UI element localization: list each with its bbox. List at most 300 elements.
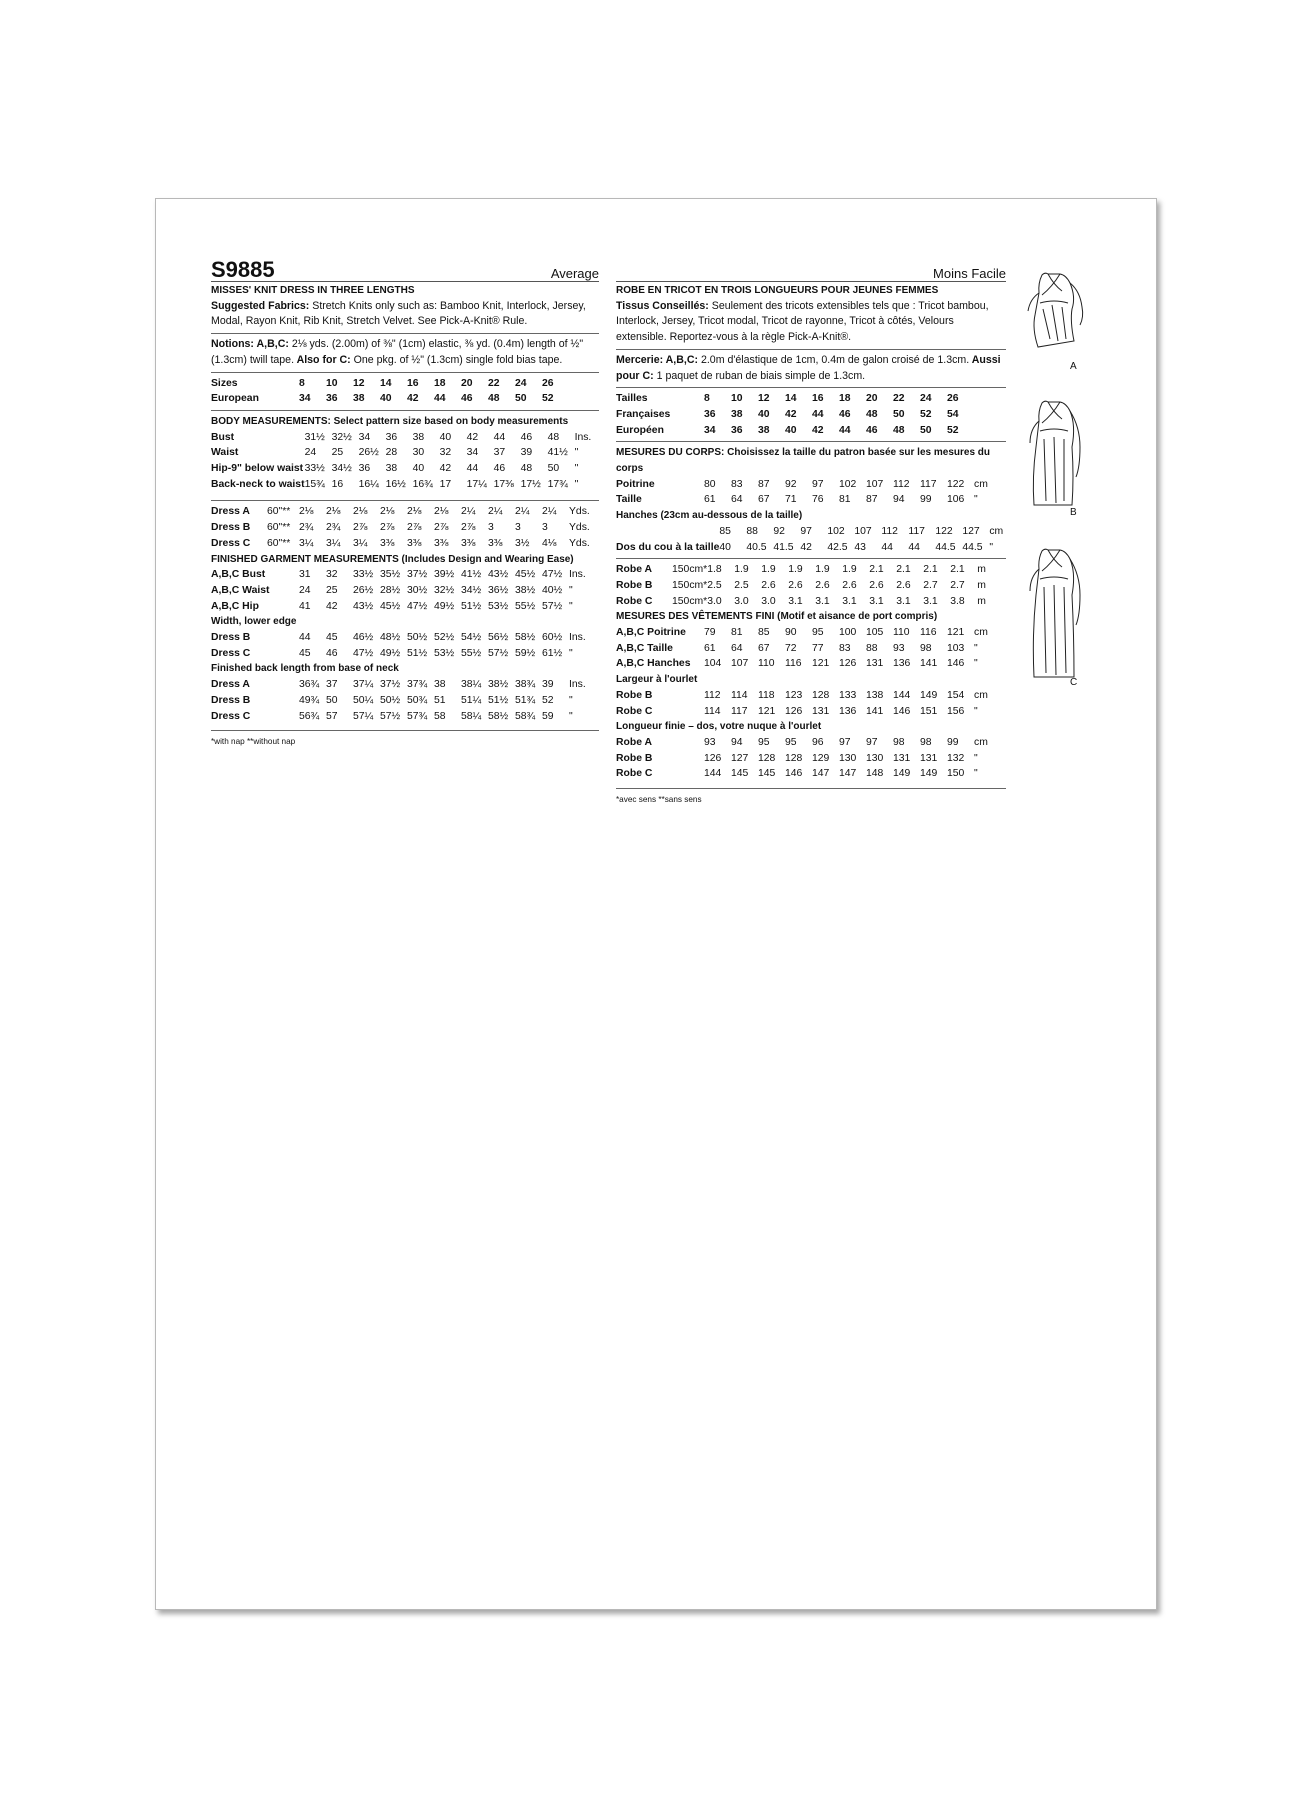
value-cell: 16¼ [358,478,379,490]
unit-cell: " [569,694,573,706]
value-cell: 37½ [407,569,428,581]
value-cell: 87 [866,494,878,506]
fabric-width: 150cm* [672,595,708,607]
value-cell: 144 [893,689,911,701]
value-cell: 40 [719,541,731,553]
row-label: Robe B [616,689,653,701]
value-cell: 149 [893,768,911,780]
value-cell: 55½ [461,647,482,659]
value-cell: 25 [326,584,338,596]
value-cell: 26 [542,377,554,389]
value-cell: 54 [947,408,959,420]
value-cell: 148 [866,768,884,780]
value-cell: 133 [839,689,857,701]
table-row [616,524,1006,540]
value-cell: 2¼ [542,506,557,518]
value-cell: 60½ [542,632,563,644]
value-cell: 33½ [304,463,325,475]
value-cell: 2.6 [896,579,911,591]
unit-cell: " [974,494,978,506]
value-cell: 127 [962,525,980,537]
value-cell: 118 [758,689,775,701]
fabric-width: 150cm* [672,579,708,591]
value-cell: 18 [839,393,851,405]
row-label: Bust [211,431,235,443]
unit-cell [569,391,599,407]
value-cell: 52 [920,408,932,420]
value-cell: 71 [785,494,797,506]
value-cell: 38 [353,393,365,405]
row-label: Robe C [616,595,653,607]
value-cell: 126 [839,658,857,670]
value-cell: 76 [812,494,824,506]
value-cell: 46 [493,463,506,475]
value-cell: 28½ [380,584,401,596]
yardage-table-fr [616,562,1006,609]
value-cell: 95 [758,736,770,748]
row-label: Hip-9" below waist [211,463,304,475]
value-cell: 17 [439,478,452,490]
value-cell: 44 [839,424,851,436]
difficulty-level: Average [550,266,599,281]
table-row [616,391,1006,407]
back-length-heading: Finished back length from base of neck [211,663,399,675]
value-cell: 3½ [515,537,530,549]
table-row [211,520,599,536]
value-cell: 126 [704,752,722,764]
value-cell: 24 [515,377,527,389]
value-cell: 2⅞ [434,522,449,534]
value-cell: 26½ [353,584,374,596]
value-cell: 121 [758,705,776,717]
value-cell: 36 [731,424,743,436]
value-cell: 107 [854,525,872,537]
value-cell: 41 [299,600,311,612]
unit-cell: cm [974,627,988,639]
unit-cell: " [974,705,978,717]
table-row [211,646,599,662]
unit-cell: " [569,710,573,722]
table-row [211,536,599,552]
value-cell: 48 [866,408,878,420]
unit-cell [974,407,1006,423]
value-cell: 55½ [515,600,536,612]
value-cell: 33½ [353,569,374,581]
row-label: A,B,C Waist [211,584,270,596]
value-cell: 36 [358,463,371,475]
value-cell: 90 [785,627,797,639]
value-cell: 81 [731,627,743,639]
value-cell: 22 [893,393,905,405]
table-row [616,641,1006,657]
value-cell: 41½ [547,447,568,459]
value-cell: 149 [920,689,938,701]
value-cell: 146 [893,705,911,717]
value-cell: 36 [385,431,398,443]
unit-cell: " [974,642,978,654]
value-cell: 85 [758,627,770,639]
value-cell: 112 [881,525,898,537]
value-cell: 57½ [542,600,563,612]
value-cell: 16 [331,478,344,490]
value-cell: 58½ [515,632,536,644]
unit-cell: Yds. [569,506,590,518]
row-label: Back-neck to waist [211,478,305,490]
view-b-label: B [1070,507,1077,518]
value-cell: 14 [380,377,392,389]
table-row [616,766,1006,782]
value-cell: 3⅜ [380,537,395,549]
english-header [211,259,599,282]
value-cell: 2⅛ [353,506,368,518]
row-label: Robe A [616,564,652,576]
value-cell: 50 [893,408,905,420]
value-cell: 45 [299,647,311,659]
sizes-table-fr [616,391,1006,438]
value-cell: 12 [758,393,770,405]
value-cell: 2¼ [515,506,530,518]
value-cell: 46 [866,424,878,436]
value-cell: 48½ [380,632,401,644]
value-cell: 83 [731,478,743,490]
row-label: Dress C [211,537,251,549]
value-cell: 8 [299,377,305,389]
row-label: A,B,C Hanches [616,658,691,670]
value-cell: 24 [920,393,932,405]
value-cell: 40 [380,393,392,405]
value-cell: 2.5 [734,579,749,591]
value-cell: 3.1 [842,595,857,607]
unit-cell: " [574,478,579,490]
value-cell: 2.5 [707,579,722,591]
value-cell: 99 [920,494,932,506]
table-row [211,693,599,709]
body-measurements-heading-fr: MESURES DU CORPS: Choisissez la taille du patron basée sur les mesures du corps [616,447,990,475]
value-cell: 95 [812,627,824,639]
row-label: Européen [616,424,664,436]
value-cell: 147 [812,768,830,780]
value-cell: 38 [731,408,743,420]
value-cell: 2¼ [461,506,476,518]
value-cell: 147 [839,768,857,780]
table-row [211,376,599,392]
value-cell: 2⅞ [380,522,395,534]
footnote-fr: *avec sens **sans sens [616,795,702,805]
value-cell: 117 [731,705,748,717]
value-cell: 40 [785,424,797,436]
value-cell: 93 [893,642,905,654]
value-cell: 2.1 [896,564,911,576]
value-cell: 131 [866,658,884,670]
unit-cell: Ins. [574,431,592,443]
unit-cell: " [569,647,573,659]
value-cell: 3¼ [353,537,368,549]
value-cell: 3.1 [923,595,938,607]
value-cell: 2.6 [815,579,830,591]
table-row [211,567,599,583]
value-cell: 51½ [461,600,482,612]
value-cell: 44 [908,541,920,553]
value-cell: 98 [920,736,932,748]
value-cell: 2.6 [842,579,857,591]
value-cell: 43½ [353,600,374,612]
value-cell: 3¼ [299,537,314,549]
value-cell: 42 [466,431,479,443]
unit-cell: " [569,600,573,612]
value-cell: 116 [920,627,937,639]
value-cell: 128 [812,689,830,701]
value-cell: 3.1 [869,595,884,607]
row-label: Robe C [616,768,653,780]
value-cell: 53½ [434,647,455,659]
table-row [211,391,599,407]
value-cell: 136 [893,658,911,670]
value-cell: 94 [893,494,905,506]
value-cell: 64 [731,642,743,654]
value-cell: 130 [839,752,857,764]
value-cell: 87 [758,478,770,490]
row-label: Poitrine [616,478,655,490]
value-cell: 46½ [353,632,374,644]
difficulty-level-fr: Moins Facile [933,266,1006,281]
french-header [616,259,1006,282]
value-cell: 38 [758,424,770,436]
value-cell: 35½ [380,569,401,581]
value-cell: 127 [731,752,749,764]
row-label: A,B,C Poitrine [616,627,686,639]
table-row [616,540,1006,556]
value-cell: 42.5 [827,541,848,553]
value-cell: 138 [866,689,884,701]
value-cell: 50½ [380,694,401,706]
value-cell: 130 [866,752,884,764]
value-cell: 51¼ [461,694,482,706]
unit-cell: Yds. [569,522,590,534]
value-cell: 34½ [461,584,482,596]
value-cell: 132 [947,752,965,764]
value-cell: 46 [461,393,473,405]
value-cell: 96 [812,736,824,748]
value-cell: 26 [947,393,959,405]
unit-cell: " [974,658,978,670]
row-label: Waist [211,447,239,459]
value-cell: 37¼ [353,679,374,691]
unit-cell: Ins. [569,679,586,691]
value-cell: 42 [812,424,824,436]
value-cell: 16 [812,393,824,405]
view-c-label: C [1070,677,1078,688]
value-cell: 2⅛ [407,506,422,518]
table-row [211,430,599,446]
finished-measurements-heading: FINISHED GARMENT MEASUREMENTS (Includes Design and Wearing Ease) [211,553,574,565]
suggested-fabrics-fr: Tissus Conseillés: Seulement des tricots extensibles tels que : Tricot bambou, Interlock, Jersey, Tricot modal, Tricot de rayonne, Tricot à côtés, Velours extensible. Reportez-vous à la règle Pick-A-Knit®. [616,299,989,344]
body-measurements-heading: BODY MEASUREMENTS: Select pattern size based on body measurements [211,415,569,427]
length-heading-fr: Longueur finie – dos, votre nuque à l'ourlet [616,721,822,733]
value-cell: 43½ [488,569,509,581]
value-cell: 3.0 [734,595,749,607]
value-cell: 121 [947,627,965,639]
value-cell: 3.1 [788,595,803,607]
dress-a-icon [1018,269,1088,374]
value-cell: 36½ [488,584,509,596]
value-cell: 3.8 [950,595,965,607]
value-cell: 41½ [461,569,482,581]
unit-cell: m [977,579,986,591]
value-cell: 3¼ [326,537,341,549]
unit-cell: cm [974,736,988,748]
value-cell: 54½ [461,632,482,644]
row-label: Dress A [211,679,250,691]
fabric-width: 150cm* [672,564,708,576]
unit-cell: cm [974,689,988,701]
fabric-width: 60"** [267,506,291,518]
unit-cell: Ins. [569,569,586,581]
table-row [616,688,1006,704]
back-length-table [211,677,599,724]
value-cell: 114 [704,705,721,717]
view-a-label: A [1070,361,1077,372]
table-row [616,656,1006,672]
table-row [211,583,599,599]
value-cell: 145 [731,768,749,780]
table-row [616,477,1006,493]
value-cell: 49½ [380,647,401,659]
value-cell: 46 [520,431,533,443]
notions-fr: Mercerie: A,B,C: 2.0m d'élastique de 1cm, 0.4m de galon croisé de 1.3cm. Aussi pour C: 1 paquet de ruban de biais simple de 1.3cm. [616,353,1001,382]
value-cell: 31 [299,569,311,581]
value-cell: 58½ [488,710,509,722]
value-cell: 110 [893,627,910,639]
value-cell: 85 [719,525,731,537]
value-cell: 107 [866,478,884,490]
value-cell: 44.5 [962,541,983,553]
value-cell: 97 [812,478,824,490]
value-cell: 2.1 [950,564,965,576]
suggested-fabrics: Suggested Fabrics: Stretch Knits only such as: Bamboo Knit, Interlock, Jersey, Modal, Rayon Knit, Rib Knit, Stretch Velvet. See Pick-A-Knit® Rule. [211,299,586,328]
value-cell: 42 [800,541,812,553]
french-column [616,259,1006,808]
value-cell: 46 [326,647,338,659]
value-cell: 80 [704,478,716,490]
value-cell: 121 [812,658,830,670]
table-row [616,751,1006,767]
value-cell: 42 [439,463,452,475]
unit-cell: Yds. [569,537,590,549]
value-cell: 103 [947,642,965,654]
table-row [211,504,599,520]
value-cell: 28 [385,447,398,459]
value-cell: 20 [866,393,878,405]
value-cell: 112 [893,478,910,490]
value-cell: 117 [908,525,925,537]
row-label: A,B,C Bust [211,569,266,581]
value-cell: 92 [785,478,797,490]
value-cell: 128 [758,752,776,764]
value-cell: 131 [920,752,938,764]
width-table [211,630,599,661]
row-label: Robe C [616,705,653,717]
value-cell: 52½ [434,632,455,644]
table-row [616,735,1006,751]
unit-cell [974,423,1006,439]
value-cell: 14 [785,393,797,405]
value-cell: 136 [839,705,857,717]
value-cell: 50¼ [353,694,374,706]
value-cell: 72 [785,642,797,654]
value-cell: 2⅞ [407,522,422,534]
value-cell: 98 [920,642,932,654]
value-cell: 17¾ [547,478,568,490]
value-cell: 44.5 [935,541,956,553]
value-cell: 41.5 [773,541,794,553]
value-cell: 45½ [515,569,536,581]
value-cell: 77 [812,642,824,654]
value-cell: 51¾ [515,694,536,706]
value-cell: 34 [299,393,311,405]
value-cell: 48 [547,431,560,443]
width-table-fr [616,688,1006,719]
value-cell: 100 [839,627,857,639]
fabric-width: 60"** [267,537,291,549]
value-cell: 24 [304,447,317,459]
value-cell: 48 [488,393,500,405]
unit-cell [974,391,1006,407]
value-cell: 1.8 [707,564,722,576]
table-row [211,677,599,693]
table-row [616,594,1006,610]
value-cell: 16 [407,377,419,389]
value-cell: 52 [542,393,554,405]
value-cell: 37½ [380,679,401,691]
value-cell: 105 [866,627,884,639]
value-cell: 97 [866,736,878,748]
value-cell: 2¾ [326,522,341,534]
finished-measurements-table [211,567,599,614]
table-row [616,407,1006,423]
value-cell: 32½ [331,431,352,443]
hip-table-fr [616,524,1006,555]
value-cell: 30 [412,447,425,459]
value-cell: 94 [731,736,743,748]
value-cell: 45 [326,632,338,644]
value-cell: 2⅛ [299,506,314,518]
value-cell: 34 [704,424,716,436]
table-row [211,599,599,615]
value-cell: 34 [466,447,479,459]
value-cell: 61 [704,494,716,506]
value-cell: 51½ [407,647,428,659]
value-cell: 45½ [380,600,401,612]
value-cell: 44 [493,431,506,443]
body-measurements-table [211,430,599,493]
unit-cell: cm [989,525,1004,537]
value-cell: 36¾ [299,679,320,691]
value-cell: 67 [758,642,770,654]
value-cell: 8 [704,393,710,405]
unit-cell: " [569,584,573,596]
value-cell: 112 [704,689,721,701]
pattern-title: MISSES' KNIT DRESS IN THREE LENGTHS [211,285,415,296]
dress-c-icon [1018,545,1088,690]
value-cell: 3 [542,522,548,534]
value-cell: 37¾ [407,679,428,691]
row-label: Dress A [211,506,250,518]
value-cell: 56¾ [299,710,320,722]
body-measurements-table-fr [616,477,1006,508]
value-cell: 25 [331,447,344,459]
value-cell: 52 [542,694,554,706]
value-cell: 1.9 [734,564,749,576]
